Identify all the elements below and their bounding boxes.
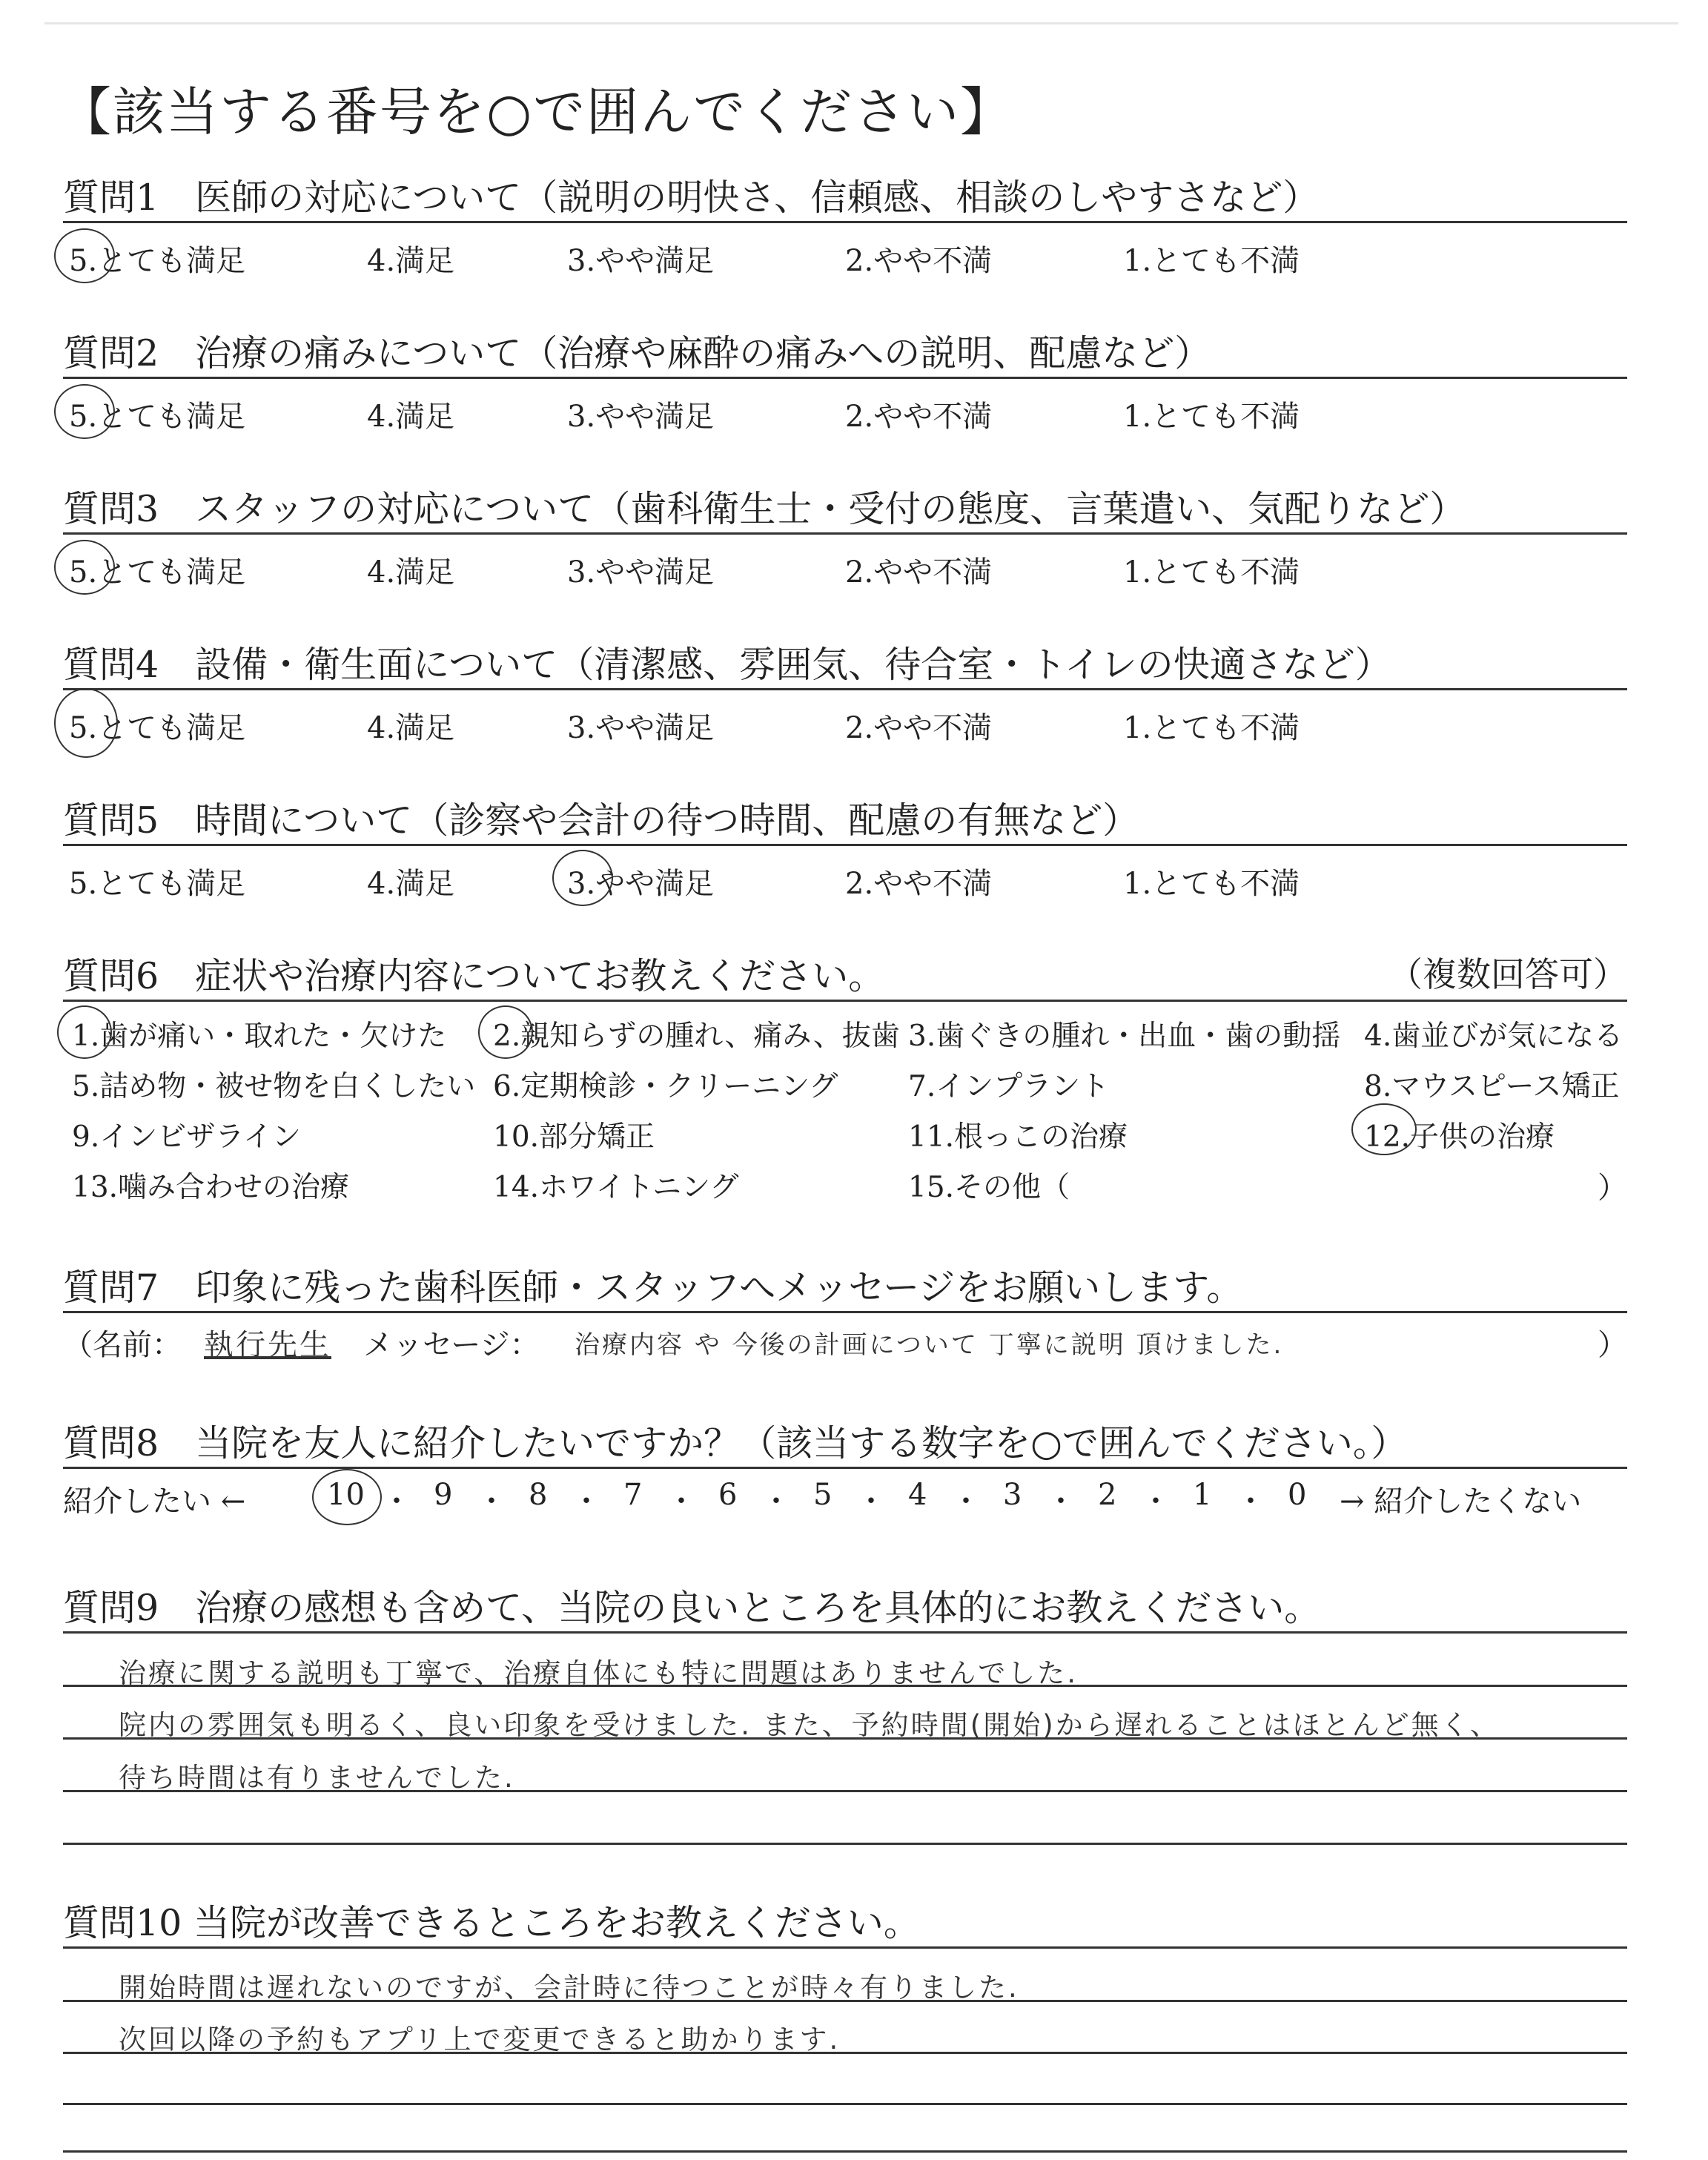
q6-option-11[interactable]: 11.根っこの治療: [908, 1120, 1128, 1154]
q8-option-0[interactable]: 0: [1288, 1478, 1307, 1512]
q2-option-5[interactable]: 5.とても満足: [69, 400, 246, 434]
q1-option-4[interactable]: 4.満足: [367, 244, 455, 278]
q2-option-4[interactable]: 4.満足: [367, 400, 455, 434]
question-4: [63, 636, 1627, 755]
q6-option-5[interactable]: 5.詰め物・被せ物を白くしたい: [72, 1070, 476, 1103]
q8-option-10[interactable]: 10: [327, 1478, 365, 1512]
question-7: [63, 1259, 1627, 1370]
q6-option-2[interactable]: 2.親知らずの腫れ、痛み、抜歯: [493, 1020, 900, 1053]
q8-separator: ・: [382, 1484, 411, 1519]
q2-option-1[interactable]: 1.とても不満: [1123, 400, 1300, 434]
question-3: [63, 480, 1627, 599]
q7-message-label: メッセージ：: [363, 1328, 540, 1362]
q8-separator: ・: [761, 1484, 791, 1519]
question-1-rule: [63, 221, 1627, 223]
q7-name-label: （名前：: [63, 1328, 182, 1362]
q9-answer-line-3[interactable]: 待ち時間は有りませんでした.: [119, 1762, 515, 1794]
q2-option-2[interactable]: 2.やや不満: [845, 400, 993, 434]
question-4-title: 質問4 設備・衛生面について（清潔感、雰囲気、待合室・トイレの快適さなど）: [63, 644, 1391, 686]
page-title: 【該当する番号を○で囲んでください】: [59, 82, 1014, 142]
question-5: [63, 792, 1627, 911]
q9-line-rule: [63, 1790, 1627, 1792]
q3-option-2[interactable]: 2.やや不満: [845, 555, 993, 589]
question-9-title: 質問9 治療の感想も含めて、当院の良いところを具体的にお教えください。: [63, 1587, 1321, 1629]
q8-option-2[interactable]: 2: [1098, 1478, 1117, 1512]
q8-separator: ・: [572, 1484, 601, 1519]
q5-option-5[interactable]: 5.とても満足: [69, 867, 246, 901]
q6-option-3[interactable]: 3.歯ぐきの腫れ・出血・歯の動揺: [908, 1020, 1341, 1053]
question-6-title: 質問6 症状や治療内容についてお教えください。: [63, 955, 885, 997]
question-6-note: （複数回答可）: [1388, 954, 1627, 994]
q10-answer-line-2[interactable]: 次回以降の予約もアプリ上で変更できると助かります.: [119, 2024, 841, 2055]
q8-option-1[interactable]: 1: [1193, 1478, 1212, 1512]
question-6: [63, 948, 1627, 1215]
q7-close-paren: ）: [1598, 1328, 1627, 1362]
q7-message-value[interactable]: 治療内容 や 今後の計画について 丁寧に説明 頂けました.: [575, 1330, 1284, 1360]
question-6-rule: [63, 1000, 1627, 1002]
q9-answer-line-2[interactable]: 院内の雰囲気も明るく、良い印象を受けました. また、予約時間(開始)から遅れることはほとんど無く、: [119, 1709, 1500, 1741]
question-9: [63, 1579, 1627, 1639]
q1-option-3[interactable]: 3.やや満足: [567, 244, 715, 278]
question-10: [63, 1895, 1627, 1954]
q8-separator: ・: [856, 1484, 886, 1519]
question-8-title: 質問8 当院を友人に紹介したいですか？（該当する数字を○で囲んでください。）: [63, 1422, 1408, 1464]
q6-option-13[interactable]: 13.噛み合わせの治療: [72, 1171, 350, 1204]
q6-option-8[interactable]: 8.マウスピース矯正: [1364, 1070, 1620, 1103]
q9-line-rule: [63, 1685, 1627, 1687]
q8-separator: ・: [1046, 1484, 1076, 1519]
top-border: [44, 22, 1678, 24]
q8-separator: ・: [1236, 1484, 1265, 1519]
q10-line-rule: [63, 2103, 1627, 2105]
question-1: [63, 169, 1627, 288]
q10-answer-line-1[interactable]: 開始時間は遅れないのですが、会計時に待つことが時々有りました.: [119, 1972, 1019, 2004]
question-5-rule: [63, 844, 1627, 846]
question-2-rule: [63, 377, 1627, 379]
q3-option-4[interactable]: 4.満足: [367, 555, 455, 589]
q1-option-1[interactable]: 1.とても不満: [1123, 244, 1300, 278]
question-7-title: 質問7 印象に残った歯科医師・スタッフへメッセージをお願いします。: [63, 1266, 1243, 1309]
question-3-title: 質問3 スタッフの対応について（歯科衛生士・受付の態度、言葉遣い、気配りなど）: [63, 488, 1466, 530]
q4-option-2[interactable]: 2.やや不満: [845, 711, 993, 745]
q5-option-4[interactable]: 4.満足: [367, 867, 455, 901]
q5-option-2[interactable]: 2.やや不満: [845, 867, 993, 901]
question-10-rule: [63, 1946, 1627, 1949]
q8-scale-row: [63, 1478, 1627, 1522]
q6-option-9[interactable]: 9.インビザライン: [72, 1120, 302, 1154]
question-6-options: [63, 1013, 1627, 1206]
q3-option-1[interactable]: 1.とても不満: [1123, 555, 1300, 589]
question-4-rule: [63, 688, 1627, 690]
question-2: [63, 325, 1627, 443]
q1-option-5[interactable]: 5.とても満足: [69, 244, 246, 278]
q8-option-3[interactable]: 3: [1003, 1478, 1022, 1512]
q6-option-15[interactable]: 15.その他（: [908, 1171, 1070, 1204]
q6-option-7[interactable]: 7.インプラント: [908, 1070, 1110, 1103]
question-2-title: 質問2 治療の痛みについて（治療や麻酔の痛みへの説明、配慮など）: [63, 332, 1211, 374]
question-1-title: 質問1 医師の対応について（説明の明快さ、信頼感、相談のしやすさなど）: [63, 176, 1320, 219]
question-8-rule: [63, 1467, 1627, 1469]
q4-option-3[interactable]: 3.やや満足: [567, 711, 715, 745]
q8-option-6[interactable]: 6: [718, 1478, 738, 1512]
q6-option-10[interactable]: 10.部分矯正: [493, 1120, 655, 1154]
q8-option-7[interactable]: 7: [623, 1478, 643, 1512]
q8-separator: ・: [477, 1484, 506, 1519]
q8-option-8[interactable]: 8: [529, 1478, 548, 1512]
q6-option-4[interactable]: 4.歯並びが気になる: [1364, 1020, 1623, 1053]
q8-option-4[interactable]: 4: [908, 1478, 927, 1512]
q10-line-rule: [63, 2150, 1627, 2153]
question-3-rule: [63, 532, 1627, 535]
q6-option-14[interactable]: 14.ホワイトニング: [493, 1171, 739, 1204]
q6-other-close-paren: ）: [1598, 1171, 1627, 1205]
q10-line-rule: [63, 2000, 1627, 2002]
q9-line-rule: [63, 1737, 1627, 1740]
q6-option-12[interactable]: 12.子供の治療: [1364, 1120, 1555, 1154]
q9-answer-line-1[interactable]: 治療に関する説明も丁寧で、治療自体にも特に問題はありませんでした.: [119, 1657, 1079, 1689]
q5-option-1[interactable]: 1.とても不満: [1123, 867, 1300, 901]
q2-option-3[interactable]: 3.やや満足: [567, 400, 715, 434]
q4-option-1[interactable]: 1.とても不満: [1123, 711, 1300, 745]
q6-option-6[interactable]: 6.定期検診・クリーニング: [493, 1070, 838, 1103]
q8-separator: ・: [666, 1484, 696, 1519]
q6-option-1[interactable]: 1.歯が痛い・取れた・欠けた: [72, 1020, 447, 1053]
q8-left-label: 紹介したい ←: [63, 1484, 246, 1519]
q8-option-5[interactable]: 5: [813, 1478, 833, 1512]
q10-line-rule: [63, 2052, 1627, 2054]
question-7-rule: [63, 1311, 1627, 1313]
question-5-title: 質問5 時間について（診察や会計の待つ時間、配慮の有無など）: [63, 799, 1139, 842]
q4-option-4[interactable]: 4.満足: [367, 711, 455, 745]
q7-name-value[interactable]: 執行先生: [204, 1328, 331, 1362]
q8-option-9[interactable]: 9: [434, 1478, 453, 1512]
q8-right-label: → 紹介したくない: [1340, 1484, 1582, 1519]
q4-option-5[interactable]: 5.とても満足: [69, 711, 246, 745]
q1-option-2[interactable]: 2.やや不満: [845, 244, 993, 278]
q8-separator: ・: [1141, 1484, 1171, 1519]
question-9-rule: [63, 1631, 1627, 1634]
q8-separator: ・: [951, 1484, 981, 1519]
q5-option-3[interactable]: 3.やや満足: [567, 867, 715, 901]
q9-line-rule: [63, 1843, 1627, 1845]
question-10-title: 質問10 当院が改善できるところをお教えください。: [63, 1902, 920, 1944]
q3-option-3[interactable]: 3.やや満足: [567, 555, 715, 589]
q3-option-5[interactable]: 5.とても満足: [69, 555, 246, 589]
